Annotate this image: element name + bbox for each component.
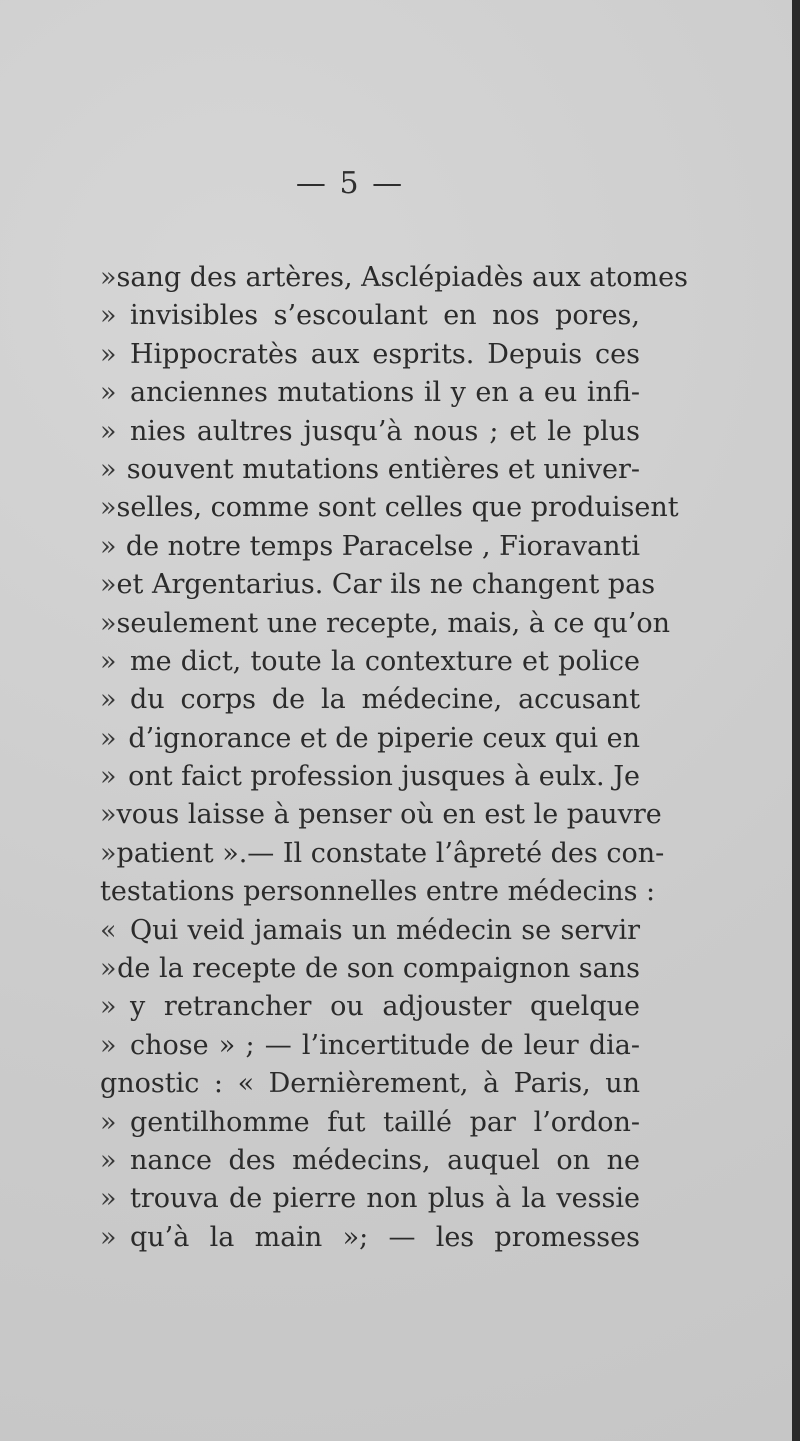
text-line bbox=[100, 416, 640, 454]
line-text: du corps de la médecine, accusant bbox=[130, 684, 640, 716]
line-text: d’ignorance et de piperie ceux qui en bbox=[128, 722, 640, 754]
line-text: y retrancher ou adjouster quelque bbox=[130, 991, 640, 1023]
quote-mark: » bbox=[100, 1029, 117, 1061]
quote-mark: » bbox=[100, 761, 117, 793]
quote-mark: » bbox=[100, 607, 117, 639]
quote-mark: » bbox=[100, 300, 117, 332]
text-line bbox=[100, 684, 640, 722]
text-line bbox=[100, 953, 640, 991]
text-line bbox=[100, 339, 640, 377]
line-text: me dict, toute la contexture et police bbox=[130, 645, 640, 677]
line-text: nance des médecins, auquel on ne bbox=[130, 1144, 640, 1176]
text-line bbox=[100, 569, 656, 607]
text-line bbox=[100, 607, 670, 646]
line-text: anciennes mutations il y en a eu infi- bbox=[130, 377, 640, 409]
body-text bbox=[100, 262, 688, 1260]
line-text: et Argentarius. Car ils ne changent pas bbox=[116, 569, 656, 601]
quote-mark: » bbox=[100, 415, 117, 447]
quote-mark: » bbox=[100, 722, 117, 754]
quote-mark: » bbox=[100, 1106, 117, 1138]
line-text: invisibles s’escoulant en nos pores, bbox=[130, 300, 640, 332]
text-line bbox=[100, 492, 679, 530]
quote-mark: » bbox=[100, 837, 117, 869]
text-line bbox=[100, 646, 640, 684]
line-text: sang des artères, Asclépiadès aux atomes bbox=[116, 262, 688, 293]
quote-mark: » bbox=[100, 991, 117, 1023]
quote-mark: » bbox=[100, 338, 117, 370]
text-line bbox=[100, 799, 662, 837]
text-line bbox=[100, 915, 640, 953]
text-line bbox=[100, 377, 640, 415]
text-line bbox=[100, 991, 640, 1029]
quote-mark: » bbox=[100, 262, 117, 293]
text-line bbox=[100, 262, 688, 300]
text-line bbox=[100, 1030, 640, 1068]
text-line bbox=[100, 723, 640, 761]
quote-mark: » bbox=[100, 1183, 117, 1215]
quote-mark: » bbox=[100, 953, 117, 985]
quote-mark: » bbox=[100, 569, 117, 601]
quote-mark: » bbox=[100, 492, 117, 524]
line-text: seulement une recepte, mais, à ce qu’on bbox=[116, 607, 670, 639]
line-text: souvent mutations entières et univer- bbox=[126, 453, 640, 485]
text-line bbox=[100, 1183, 640, 1221]
text-line bbox=[100, 761, 640, 799]
quote-mark: » bbox=[100, 1221, 117, 1253]
quote-mark: « bbox=[100, 914, 117, 946]
text-line bbox=[100, 1107, 640, 1145]
quote-mark: » bbox=[100, 377, 117, 409]
line-text: patient ».— Il constate l’âpreté des con- bbox=[116, 837, 665, 869]
line-text: selles, comme sont celles que produisent bbox=[116, 492, 679, 524]
line-text: trouva de pierre non plus à la vessie bbox=[130, 1183, 640, 1215]
line-text: testations personnelles entre médecins : bbox=[100, 876, 656, 908]
text-line bbox=[100, 454, 640, 492]
text-line bbox=[100, 876, 656, 914]
quote-mark: » bbox=[100, 684, 117, 716]
quote-mark: » bbox=[100, 453, 117, 485]
text-line bbox=[100, 1222, 640, 1260]
text-line bbox=[100, 300, 640, 338]
quote-mark: » bbox=[100, 799, 117, 831]
line-text: de la recepte de son compaignon sans bbox=[117, 953, 640, 985]
line-text: gentilhomme fut taillé par l’ordon- bbox=[130, 1106, 640, 1138]
quote-mark: » bbox=[100, 530, 117, 562]
quote-mark: » bbox=[100, 645, 117, 677]
text-line bbox=[100, 1068, 640, 1106]
text-line bbox=[100, 1145, 640, 1183]
line-text: gnostic : « Dernièrement, à Paris, un bbox=[100, 1068, 640, 1100]
line-text: chose » ; — l’incertitude de leur dia- bbox=[130, 1029, 640, 1061]
line-text: de notre temps Paracelse , Fioravanti bbox=[125, 530, 640, 562]
text-line bbox=[100, 531, 640, 569]
line-text: vous laisse à penser où en est le pauvre bbox=[116, 799, 662, 831]
line-text: nies aultres jusqu’à nous ; et le plus bbox=[130, 415, 640, 447]
page-number: — 5 — bbox=[295, 166, 405, 201]
line-text: ont faict profession jusques à eulx. Je bbox=[128, 761, 640, 793]
line-text: Hippocratès aux esprits. Depuis ces bbox=[130, 338, 640, 370]
line-text: Qui veid jamais un médecin se servir bbox=[130, 914, 640, 946]
quote-mark: » bbox=[100, 1144, 117, 1176]
text-line bbox=[100, 837, 665, 876]
line-text: qu’à la main »; — les promesses bbox=[130, 1221, 640, 1253]
